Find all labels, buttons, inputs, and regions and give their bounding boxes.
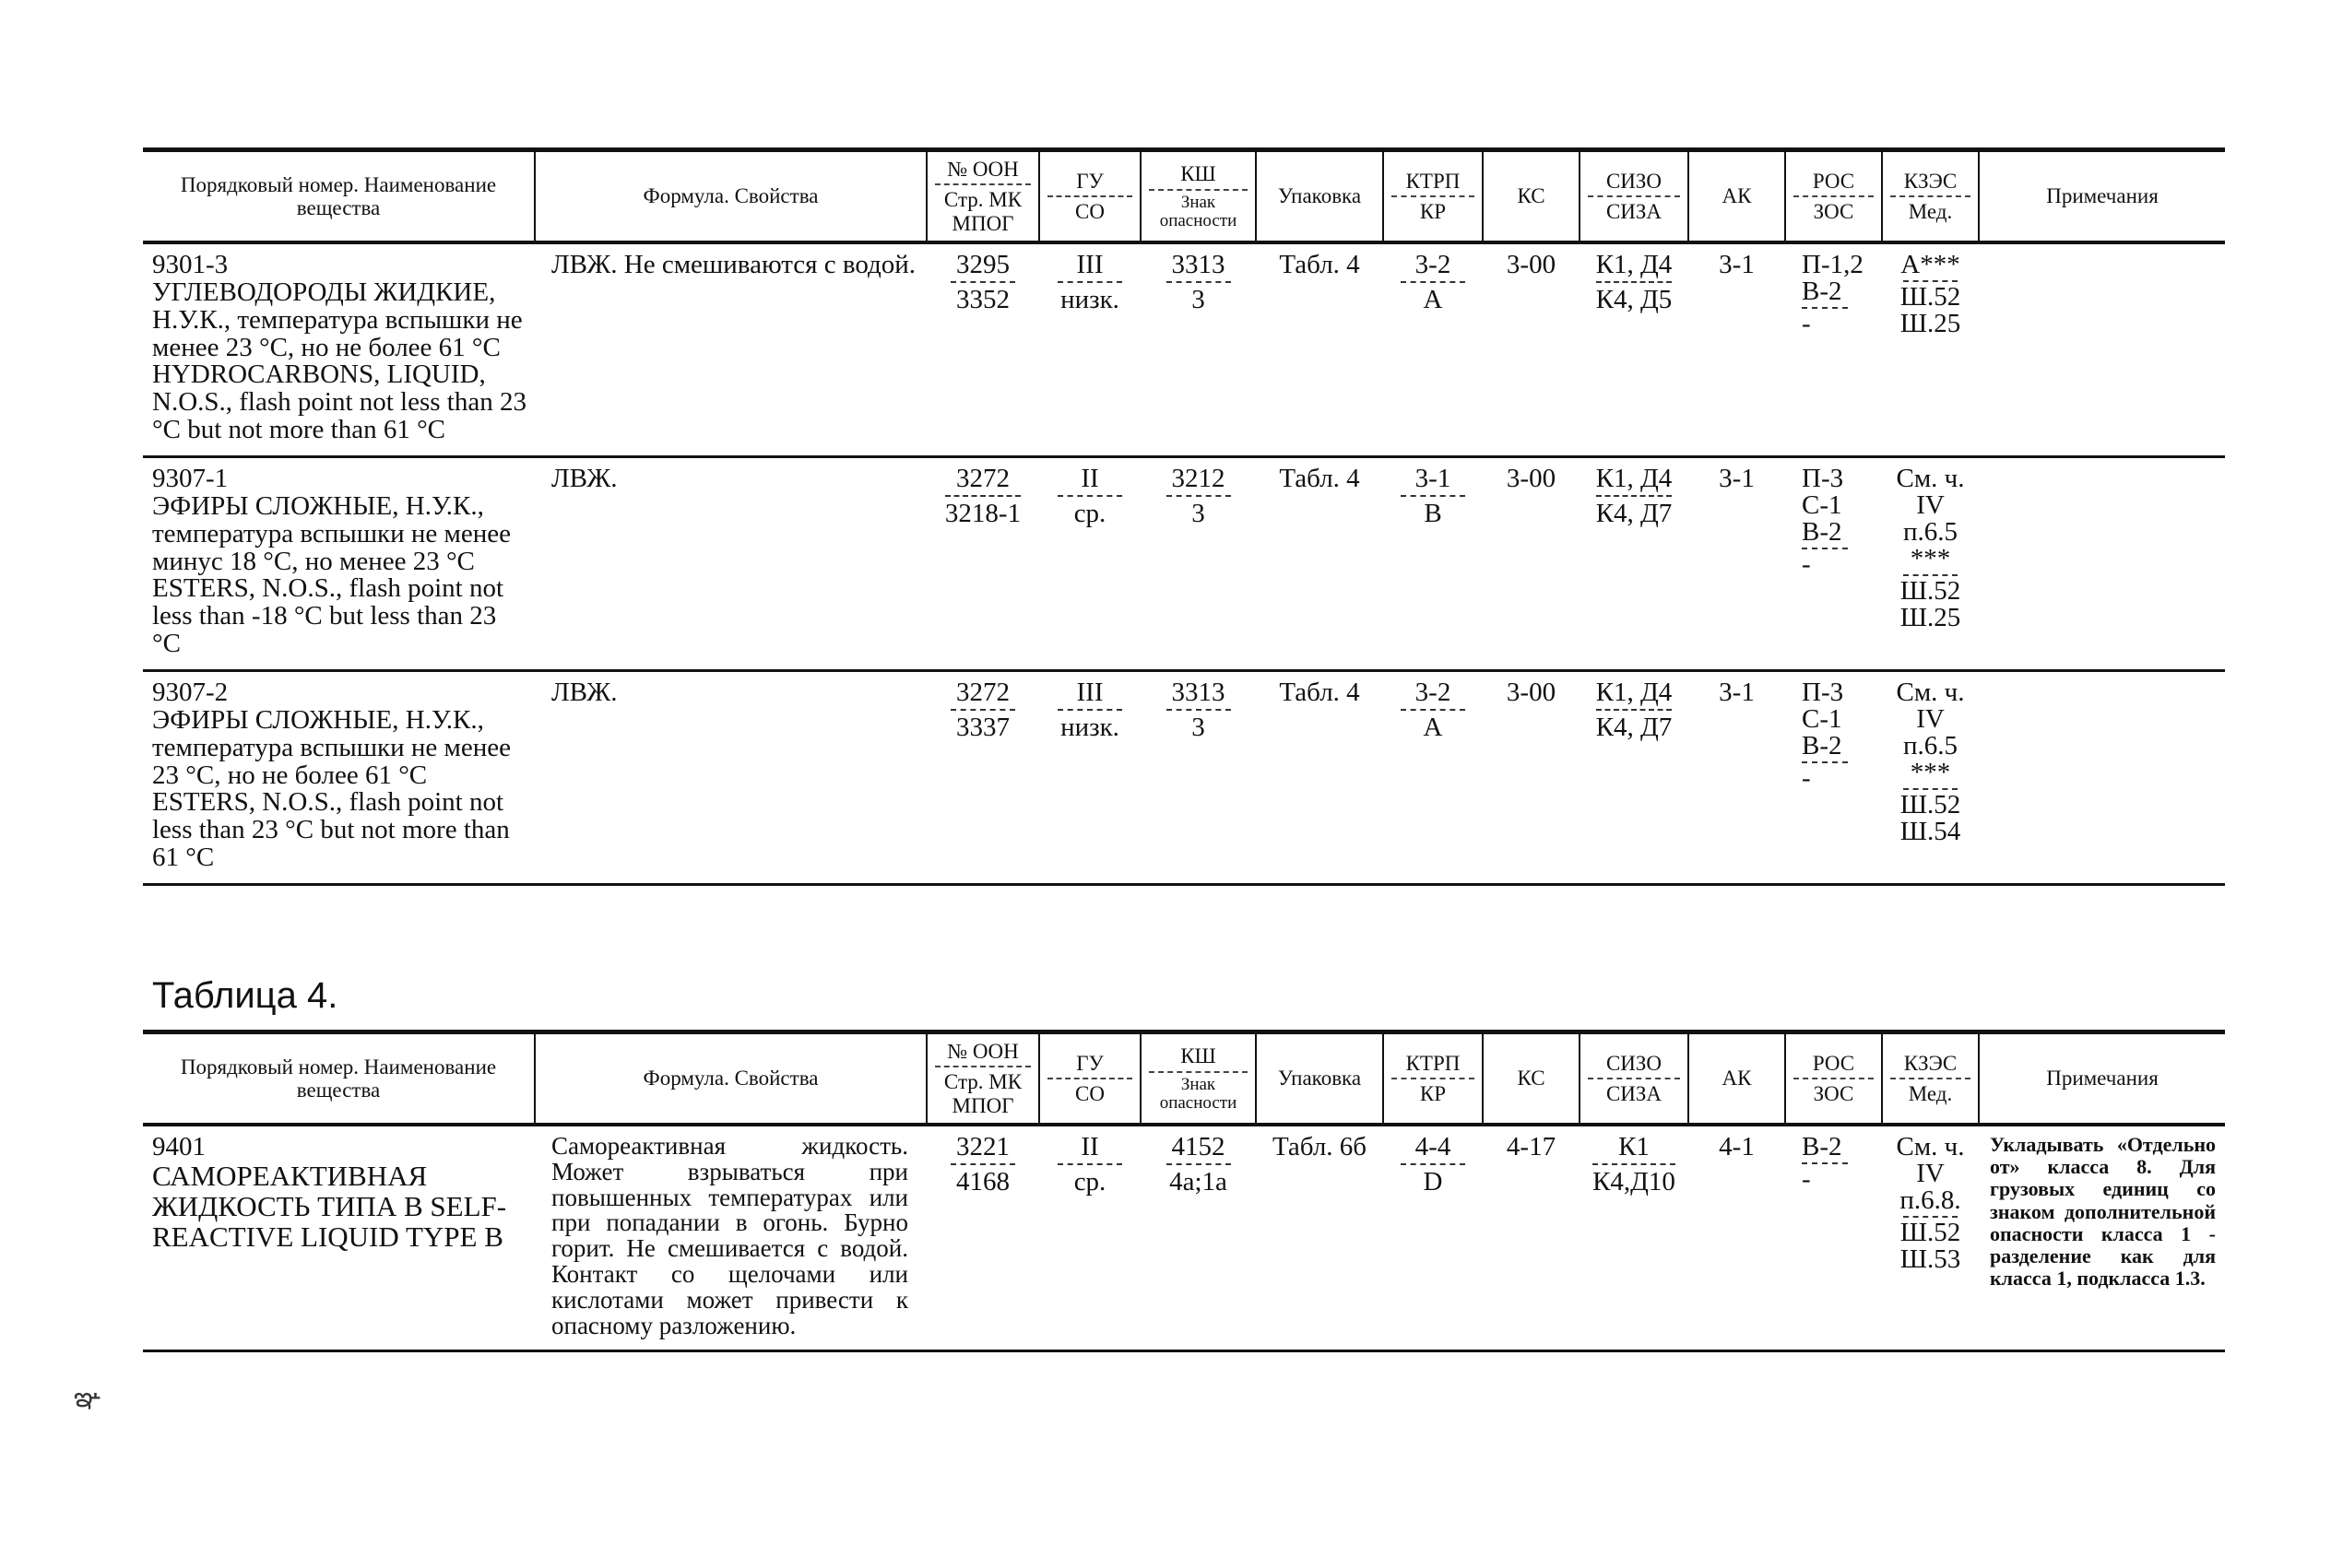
ak-code: 3-1 — [1688, 671, 1785, 885]
sizo-code: $\frac{К1}{К4,Д10}$ — [1592, 1132, 1675, 1197]
substance-number: 9301-3 — [152, 250, 229, 279]
col-ksh-header: КШ Знак опасности — [1141, 150, 1256, 243]
un-number: $\frac{3272}{3337}$ — [951, 679, 1015, 742]
packing-group: $\frac{\text{III}}{\text{низк.}}$ — [1058, 679, 1122, 742]
un-number: $\frac{3272}{3218-1}$ — [944, 464, 1022, 528]
notes — [1979, 457, 2225, 671]
col-ks-header: КС — [1483, 1032, 1580, 1126]
table-header-row — [143, 150, 2225, 243]
substance-properties: ЛВЖ. Не смешиваются с водой. — [535, 242, 927, 457]
table-row — [143, 242, 2225, 457]
substance-name: ЭФИРЫ СЛОЖНЫЕ, Н.У.К., температура вспышки не менее 23 °С, но не более 61 °С ESTERS, N.O.S., flash point not less than 23 °С but not more than 61 °С — [152, 704, 512, 873]
un-number: $\frac{3295}{3352}$ — [951, 252, 1015, 314]
sizo-code: $\frac{К1, Д4}{К4, Д7}$ — [1595, 678, 1673, 742]
col-ros-header: РОС ЗОС — [1785, 1032, 1882, 1126]
ks-code: 4-17 — [1483, 1125, 1580, 1351]
substance-number: 9401 — [152, 1132, 206, 1161]
scan-mark: ఞ — [74, 1383, 101, 1413]
hazard-table-1 — [143, 147, 2225, 886]
sizo-code: $\frac{К1, Д4}{К4, Д5}$ — [1595, 250, 1673, 314]
col-kzes-header: КЗЭС Мед. — [1882, 1032, 1979, 1126]
kzes-codes: А*** Ш.52 Ш.25 — [1882, 242, 1979, 457]
un-number: $\frac{3221}{4168}$ — [951, 1134, 1015, 1197]
ros-codes: П-1,2 В-2 - — [1785, 242, 1882, 457]
col-sizo-header: СИЗО СИЗА — [1580, 1032, 1688, 1126]
col-un-header: № ООН Стр. МК МПОГ — [927, 1032, 1039, 1126]
col-gu-header: ГУ СО — [1039, 1032, 1141, 1126]
col-ros-header: РОС ЗОС — [1785, 150, 1882, 243]
hazard-label: $\frac{3212}{3}$ — [1166, 466, 1231, 528]
sizo-code: $\frac{К1, Д4}{К4, Д7}$ — [1595, 464, 1673, 528]
col-notes-header: Примечания — [1979, 150, 2225, 243]
col-ks-header: КС — [1483, 150, 1580, 243]
col-pack-header: Упаковка — [1256, 150, 1383, 243]
col-ak-header: АК — [1688, 150, 1785, 243]
packing-group: $\frac{II}{ср.}$ — [1058, 1134, 1122, 1197]
col-name-header: Порядковый номер. Наименование вещества — [143, 150, 535, 243]
col-name-header: Порядковый номер. Наименование вещества — [143, 1032, 535, 1126]
packing-group: $\frac{\text{III}}{\text{низк.}}$ — [1058, 252, 1122, 314]
col-pack-header: Упаковка — [1256, 1032, 1383, 1126]
col-sizo-header: СИЗО СИЗА — [1580, 150, 1688, 243]
kzes-codes: См. ч. IV п.6.8. Ш.52 Ш.53 — [1882, 1125, 1979, 1351]
packing-group: $\frac{II}{ср.}$ — [1058, 466, 1122, 528]
col-kzes-header: КЗЭС Мед. — [1882, 150, 1979, 243]
ktrp-code: $\frac{3-2}{А}$ — [1401, 679, 1465, 742]
ak-code: 3-1 — [1688, 242, 1785, 457]
col-gu-header: ГУ СО — [1039, 150, 1141, 243]
col-ktrp-header: КТРП КР — [1383, 1032, 1483, 1126]
ktrp-code: $\frac{3-2}{А}$ — [1401, 252, 1465, 314]
table-header-row — [143, 1032, 2225, 1126]
ktrp-code: $\frac{4-4}{D}$ — [1401, 1134, 1465, 1197]
packaging: Табл. 4 — [1256, 671, 1383, 885]
kzes-codes: См. ч. IV п.6.5 *** Ш.52 Ш.54 — [1882, 671, 1979, 885]
substance-properties: ЛВЖ. — [535, 457, 927, 671]
col-formula-header: Формула. Свойства — [535, 150, 927, 243]
ktrp-code: $\frac{3-1}{В}$ — [1401, 466, 1465, 528]
ks-code: 3-00 — [1483, 242, 1580, 457]
hazard-label: $\frac{3313}{3}$ — [1166, 679, 1231, 742]
ros-codes: П-3 С-1 В-2 - — [1785, 457, 1882, 671]
substance-number: 9307-1 — [152, 464, 229, 494]
col-notes-header: Примечания — [1979, 1032, 2225, 1126]
notes — [1979, 671, 2225, 885]
packaging: Табл. 6б — [1256, 1125, 1383, 1351]
hazard-table-2 — [143, 1030, 2225, 1352]
col-ksh-header: КШ Знак опасности — [1141, 1032, 1256, 1126]
col-un-header: № ООН Стр. МК МПОГ — [927, 150, 1039, 243]
table-row — [143, 671, 2225, 885]
ak-code: 3-1 — [1688, 457, 1785, 671]
hazard-label: $\frac{3313}{3}$ — [1166, 252, 1231, 314]
substance-properties: Самореактивная жидкость. Может взрываться при повышенных температурах или при попадании в огонь. Бурно горит. Не смешивается с водой. Контакт со щелочами или кислотами может привести к опасному разложению. — [535, 1125, 927, 1351]
col-formula-header: Формула. Свойства — [535, 1032, 927, 1126]
ros-codes: В-2 - — [1785, 1125, 1882, 1351]
table-caption: Таблица 4. — [152, 975, 338, 1016]
substance-name: САМОРЕАКТИВНАЯ ЖИДКОСТЬ ТИПА В SELF-REACTIVE LIQUID TYPE B — [152, 1159, 507, 1253]
substance-name: ЭФИРЫ СЛОЖНЫЕ, Н.У.К., температура вспышки не менее минус 18 °С, но менее 23 °С ESTERS, N.O.S., flash point not less than -18 °С but less than 23 °С — [152, 490, 512, 659]
col-ak-header: АК — [1688, 1032, 1785, 1126]
substance-properties: ЛВЖ. — [535, 671, 927, 885]
ks-code: 3-00 — [1483, 457, 1580, 671]
table-row — [143, 457, 2225, 671]
packaging: Табл. 4 — [1256, 242, 1383, 457]
table-row — [143, 1125, 2225, 1351]
kzes-codes: См. ч. IV п.6.5 *** Ш.52 Ш.25 — [1882, 457, 1979, 671]
notes — [1979, 242, 2225, 457]
ks-code: 3-00 — [1483, 671, 1580, 885]
ak-code: 4-1 — [1688, 1125, 1785, 1351]
substance-name: УГЛЕВОДОРОДЫ ЖИДКИЕ, Н.У.К., температура вспышки не менее 23 °С, но не более 61 °С HYDROCARBONS, LIQUID, N.O.S., flash point not less than 23 °С but not more than 61 °С — [152, 277, 527, 445]
col-ktrp-header: КТРП КР — [1383, 150, 1483, 243]
packaging: Табл. 4 — [1256, 457, 1383, 671]
notes: Укладывать «Отдельно от» класса 8. Для грузовых единиц со знаком дополнительной опасности класса 1 - разделение как для класса 1, подкласса 1.3. — [1979, 1125, 2225, 1351]
substance-number: 9307-2 — [152, 678, 229, 708]
ros-codes: П-3 С-1 В-2 - — [1785, 671, 1882, 885]
hazard-label: $\frac{4152}{4а;1а}$ — [1166, 1134, 1231, 1197]
